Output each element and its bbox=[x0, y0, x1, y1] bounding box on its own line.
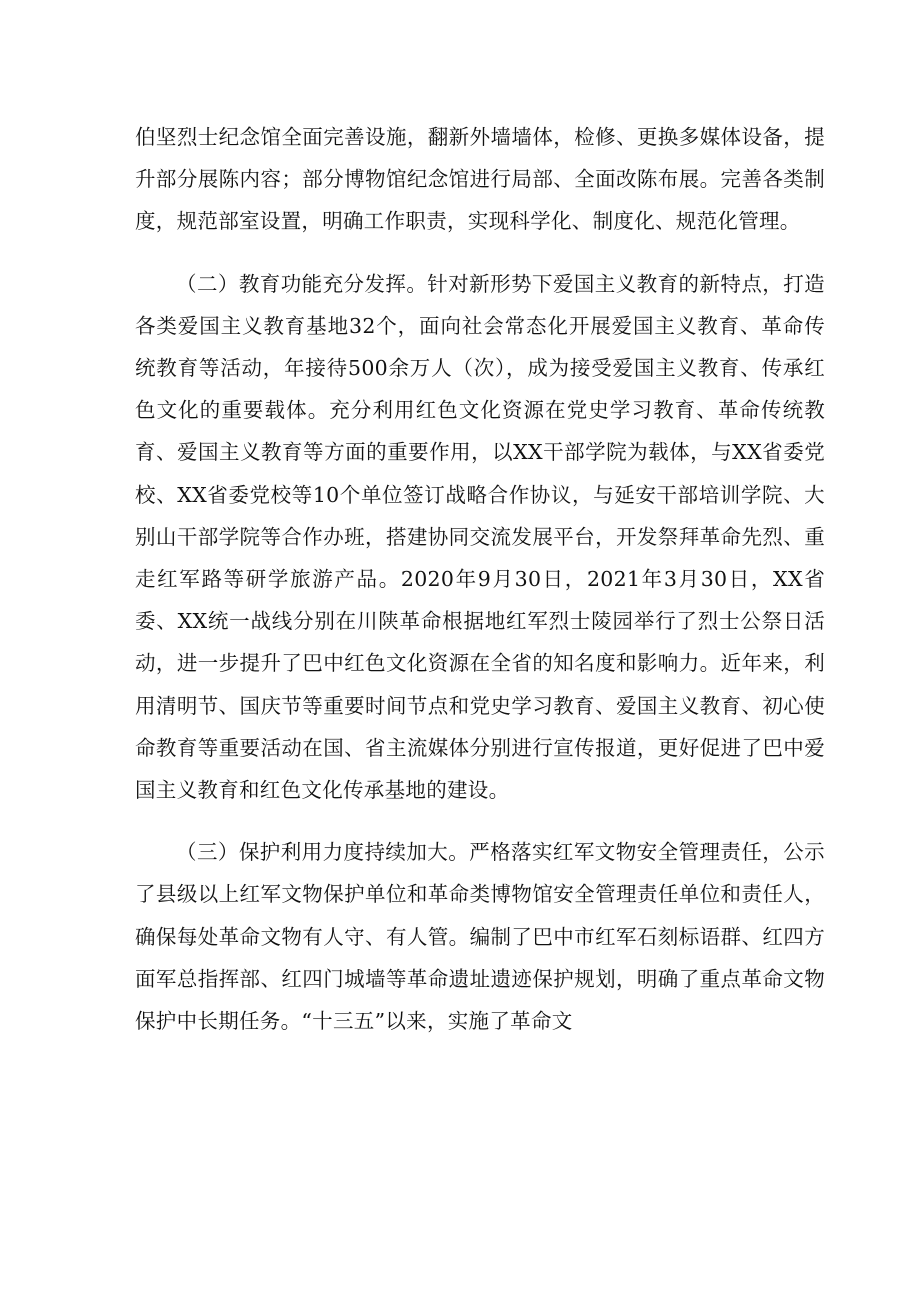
document-body bbox=[135, 116, 825, 1042]
paragraph-facility-improvement: 伯坚烈士纪念馆全面完善设施，翻新外墙墙体，检修、更换多媒体设备，提升部分展陈内容；部分博物馆纪念馆进行局部、全面改陈布展。完善各类制度，规范部室设置，明确工作职责，实现科学化、制度化、规范化管理。 bbox=[135, 125, 825, 234]
paragraph-protection-utilization: （三）保护利用力度持续加大。严格落实红军文物安全管理责任，公示了县级以上红军文物保护单位和革命类博物馆安全管理责任单位和责任人，确保每处革命文物有人守、有人管。编制了巴中市红军石刻标语群、红四方面军总指挥部、红四门城墙等革命遗址遗迹保护规划，明确了重点革命文物保护中长期任务。“十三五”以来，实施了革命文 bbox=[135, 840, 825, 1034]
paragraph-education-function: （二）教育功能充分发挥。针对新形势下爱国主义教育的新特点，打造各类爱国主义教育基地32个，面向社会常态化开展爱国主义教育、革命传统教育等活动，年接待500余万人（次），成为接受爱国主义教育、传承红色文化的重要载体。充分利用红色文化资源在党史学习教育、革命传统教育、爱国主义教育等方面的重要作用，以XX干部学院为载体，与XX省委党校、XX省委党校等10个单位签订战略合作协议，与延安干部培训学院、大别山干部学院等合作办班，搭建协同交流发展平台，开发祭拜革命先烈、重走红军路等研学旅游产品。2020年9月30日，2021年3月30日，XX省委、XX统一战线分别在川陕革命根据地红军烈士陵园举行了烈士公祭日活动，进一步提升了巴中红色文化资源在全省的知名度和影响力。近年来，利用清明节、国庆节等重要时间节点和党史学习教育、爱国主义教育、初心使命教育等重要活动在国、省主流媒体分别进行宣传报道，更好促进了巴中爱国主义教育和红色文化传承基地的建设。 bbox=[135, 271, 825, 803]
